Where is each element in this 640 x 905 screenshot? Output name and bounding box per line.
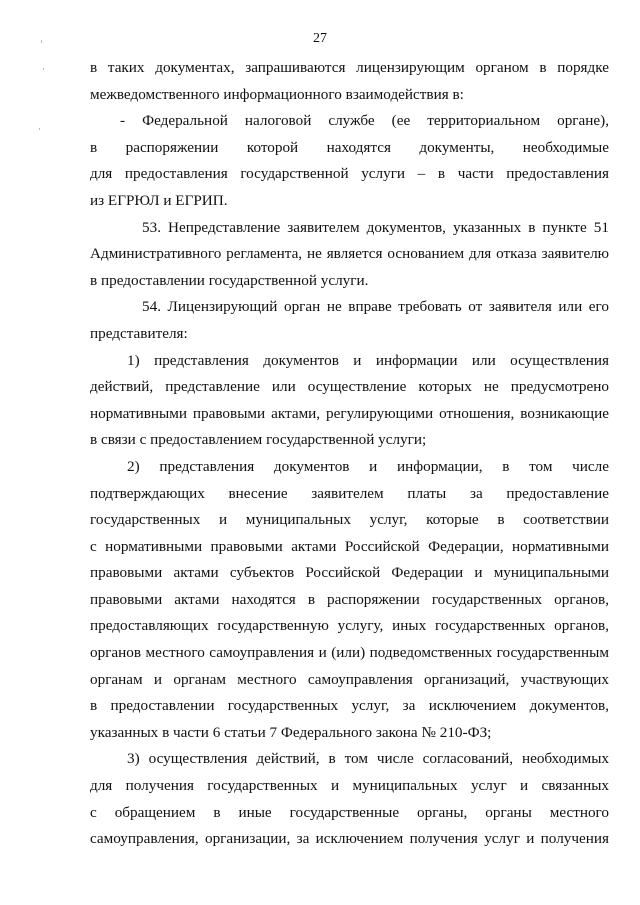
text-line: самоуправления, организации, за исключением получения услуг и получения xyxy=(90,830,609,848)
scan-mark xyxy=(43,68,44,70)
text-line: в связи с предоставлением государственной услуги; xyxy=(90,431,427,449)
text-line: правовыми актами субъектов Российской Федерации и муниципальными xyxy=(90,564,609,582)
text-line: в таких документах, запрашиваются лицензирующим органом в порядке xyxy=(90,59,609,76)
page-number: 27 xyxy=(313,31,327,46)
text-line: органов местного самоуправления и (или) подведомственных государственным xyxy=(90,644,609,662)
text-line: с нормативными правовыми актами Российской Федерации, нормативными xyxy=(90,537,609,555)
text-line: из ЕГРЮЛ и ЕГРИП. xyxy=(90,191,228,209)
text-line: подтверждающих внесение заявителем платы за предоставление xyxy=(90,484,609,502)
text-line: нормативными правовыми актами, регулирующими отношения, возникающие xyxy=(90,404,609,422)
text-line: для предоставления государственной услуги – в части предоставления xyxy=(90,165,609,183)
text-line: органам и органам местного самоуправления организаций, участвующих xyxy=(90,670,609,688)
text-line: 53. Непредставление заявителем документов, указанных в пункте 51 xyxy=(142,218,609,236)
scan-mark xyxy=(39,128,40,130)
text-line: 3) осуществления действий, в том числе согласований, необходимых xyxy=(127,750,609,768)
text-line: государственных и муниципальных услуг, которые в соответствии xyxy=(90,511,609,529)
text-line: в распоряжении которой находятся документы, необходимые xyxy=(90,138,609,156)
text-line: в предоставлении государственной услуги. xyxy=(90,271,369,289)
text-line: 54. Лицензирующий орган не вправе требовать от заявителя или его xyxy=(142,298,609,316)
text-line: указанных в части 6 статьи 7 Федерального закона № 210-ФЗ; xyxy=(90,723,492,741)
text-line: 1) представления документов и информации или осуществления xyxy=(127,351,609,369)
text-line: действий, представление или осуществление которых не предусмотрено xyxy=(90,378,609,396)
text-line: 2) представления документов и информации, в том числе xyxy=(127,457,609,475)
scan-mark xyxy=(41,40,42,43)
text-line: для получения государственных и муниципальных услуг и связанных xyxy=(90,777,609,795)
text-line: правовыми актами находятся в распоряжении государственных органов, xyxy=(90,590,609,608)
text-line: предоставляющих государственную услугу, иных государственных органов, xyxy=(90,617,609,635)
text-line: - Федеральной налоговой службе (ее территориальном органе), xyxy=(120,112,609,130)
text-line: представителя: xyxy=(90,324,188,342)
text-line: в предоставлении государственных услуг, за исключением документов, xyxy=(90,697,609,715)
text-line: с обращением в иные государственные органы, органы местного xyxy=(90,803,609,821)
document-body xyxy=(90,55,609,853)
text-line: Административного регламента, не является основанием для отказа заявителю xyxy=(90,245,609,263)
text-line: межведомственного информационного взаимодействия в: xyxy=(90,85,464,103)
